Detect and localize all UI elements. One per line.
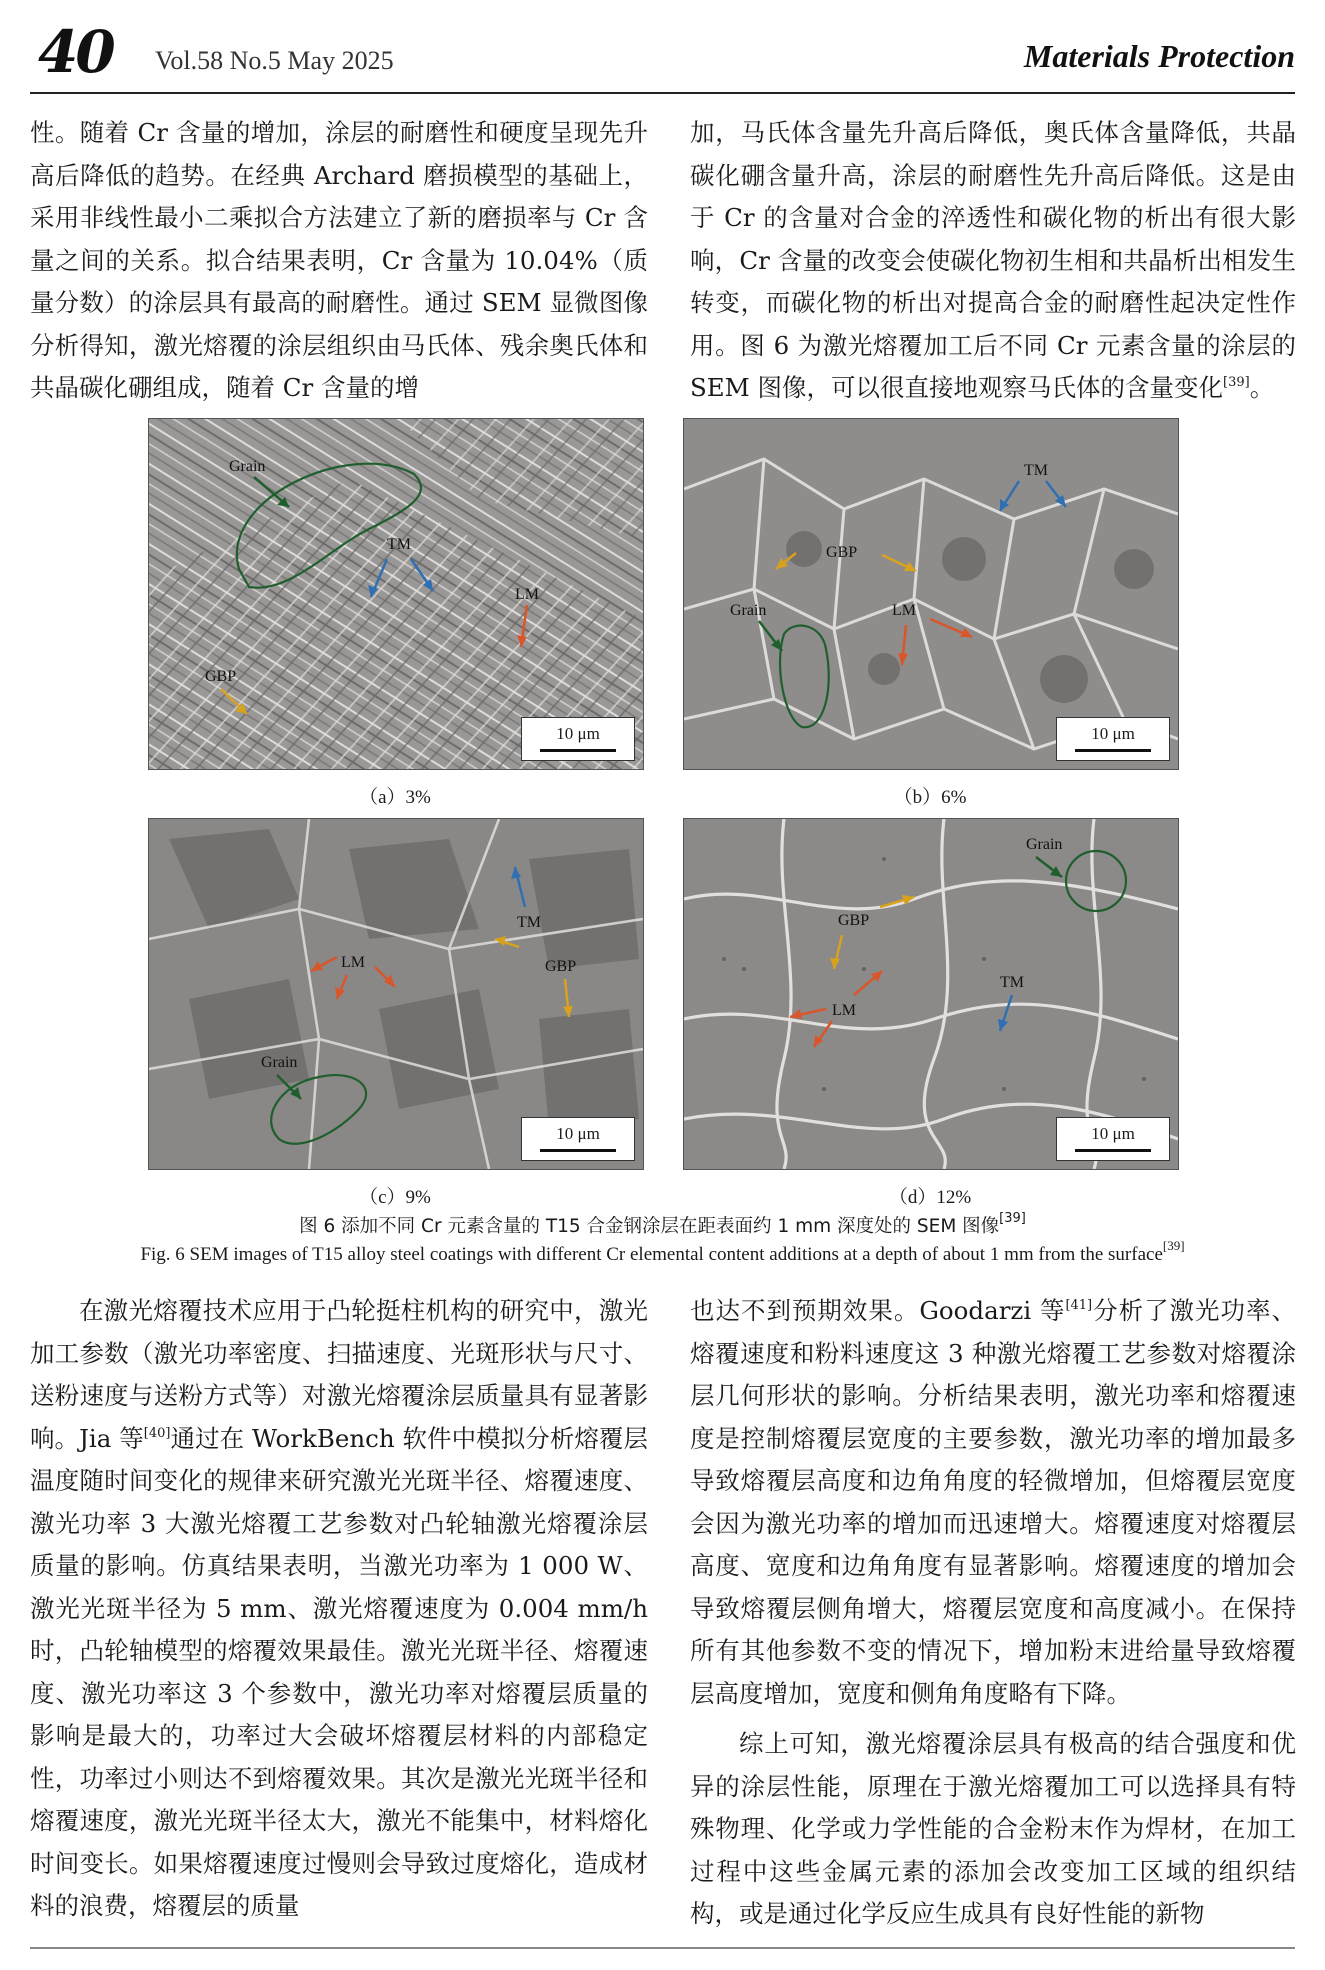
journal-title: Materials Protection [1023,38,1295,74]
paragraph-text: 加，马氏体含量先升高后降低，奥氏体含量降低，共晶碳化硼含量升高，涂层的耐磨性先升高后降低。这是由于 Cr 的含量对合金的淬透性和碳化物的析出有很大影响，Cr 含量的改变会使碳化物初生相和共晶析出相发生转变，而碳化物的析出对提高合金的耐磨性起决定性作用。图 6 为激光熔覆加工后不同 Cr 元素含量的涂层的 SEM 图像，可以很直接地观察马氏体的含量变化 [690,118,1296,402]
subcaption-d: （d）12% [888,1187,972,1208]
paragraph-text: 通过在 WorkBench 软件中模拟分析熔覆层温度随时间变化的规律来研究激光光斑半径、熔覆速度、激光功率 3 大激光熔覆工艺参数对凸轮轴激光熔覆涂层质量的影响。仿真结果表明，当激光功率为 1 000 W、激光光斑半径为 5 mm、激光熔覆速度为 0.004 mm/h 时，凸轮轴模型的熔覆效果最佳。激光光斑半径、熔覆速度、激光功率这 3 个参数中，激光功率对熔覆层质量的影响是最大的，功率过大会破坏熔覆层材料的内部稳定性，功率过小则达不到熔覆效果。其次是激光光斑半径和熔覆速度，激光光斑半径太大，激光不能集中，材料熔化时间变长。如果熔覆速度过慢则会导致过度熔化，造成材料的浪费，熔覆层的质量 [30,1423,648,1920]
label-tm: TM [517,914,541,931]
sem-image-b [683,418,1179,770]
label-lm: LM [515,586,539,603]
scale-bar: 10 μm [1056,1117,1170,1161]
paragraph [30,1290,648,1928]
paragraph-text: 。 [1249,373,1275,402]
figure-caption-cn: 图 6 添加不同 Cr 元素含量的 T15 合金钢涂层在距表面约 1 mm 深度处的 SEM 图像[39] [299,1211,1026,1237]
page-header [0,0,1325,95]
scale-bar: 10 μm [521,1117,635,1161]
scale-bar: 10 μm [521,717,635,761]
paragraph-text: 在激光熔覆技术应用于凸轮挺柱机构的研究中，激光加工参数（激光功率密度、扫描速度、光斑形状与尺寸、送粉速度与送粉方式等）对激光熔覆涂层质量具有显著影响。Jia 等 [30,1296,648,1453]
citation[interactable]: [41] [1065,1298,1093,1313]
paragraph-text: 分析了激光功率、熔覆速度和粉料速度这 3 种激光熔覆工艺参数对熔覆涂层几何形状的影响。分析结果表明，激光功率和熔覆速度是控制熔覆层宽度的主要参数，激光功率的增加最多导致熔覆层高度和边角角度的轻微增加，但熔覆层宽度会因为激光功率的增加而迅速增大。熔覆速度对熔覆层高度、宽度和边角角度有显著影响。熔覆速度的增加会导致熔覆层侧角增大，熔覆层宽度和高度减小。在保持所有其他参数不变的情况下，增加粉末进给量导致熔覆层高度增加，宽度和侧角角度略有下降。 [690,1296,1296,1708]
citation[interactable]: [40] [143,1425,171,1441]
label-gbp: GBP [826,544,858,561]
label-lm: LM [341,954,365,971]
label-grain: Grain [730,602,767,619]
text-column-right-bottom [690,1290,1296,1936]
text-column-left-top [30,112,648,410]
label-tm: TM [1000,974,1024,991]
paragraph: 综上可知，激光熔覆涂层具有极高的结合强度和优异的涂层性能，原理在于激光熔覆加工可以选择具有特殊物理、化学或力学性能的合金粉末作为焊材，在加工过程中这些金属元素的添加会改变加工区域的组织结构，或是通过化学反应生成具有良好性能的新物 [690,1729,1296,1928]
subcaption-c: （c）9% [359,1187,431,1208]
subcaption-a: （a）3% [359,787,431,808]
text-column-right-top [690,112,1296,410]
figure-caption-en: Fig. 6 SEM images of T15 alloy steel coatings with different Cr elemental content additions at a depth of about 1 mm from the surface[39] [140,1238,1185,1265]
citation[interactable]: [39] [999,1211,1026,1226]
sem-image-a [148,418,644,770]
text-column-left-bottom [30,1290,648,1928]
label-lm: LM [832,1002,856,1019]
scale-bar: 10 μm [1056,717,1170,761]
sem-image-d [683,818,1179,1170]
label-tm: TM [387,536,411,553]
label-tm: TM [1024,462,1048,479]
label-grain: Grain [229,458,266,475]
paragraph [690,1290,1296,1715]
citation[interactable]: [39] [1223,375,1250,390]
footer-rule [30,1947,1295,1949]
paragraph-text: 也达不到预期效果。Goodarzi 等 [690,1296,1066,1325]
sem-image-c [148,818,644,1170]
label-grain: Grain [261,1054,298,1071]
header-rule [30,92,1295,94]
page-number: 40 [38,18,113,86]
subcaption-b: （b）6% [893,787,967,808]
paragraph: 性。随着 Cr 含量的增加，涂层的耐磨性和硬度呈现先升高后降低的趋势。在经典 Archard 磨损模型的基础上，采用非线性最小二乘拟合方法建立了新的磨损率与 Cr 含量之间的关系。拟合结果表明，Cr 含量为 10.04%（质量分数）的涂层具有最高的耐磨性。通过 SEM 显微图像分析得知，激光熔覆的涂层组织由马氏体、残余奥氏体和共晶碳化硼组成，随着 Cr 含量的增 [30,118,648,402]
label-lm: LM [892,602,916,619]
paragraph [690,112,1296,410]
label-gbp: GBP [545,958,577,975]
label-gbp: GBP [838,912,870,929]
volume-info: Vol.58 No.5 May 2025 [155,46,394,75]
label-gbp: GBP [205,668,237,685]
label-grain: Grain [1026,836,1063,853]
citation[interactable]: [39] [1162,1238,1185,1253]
